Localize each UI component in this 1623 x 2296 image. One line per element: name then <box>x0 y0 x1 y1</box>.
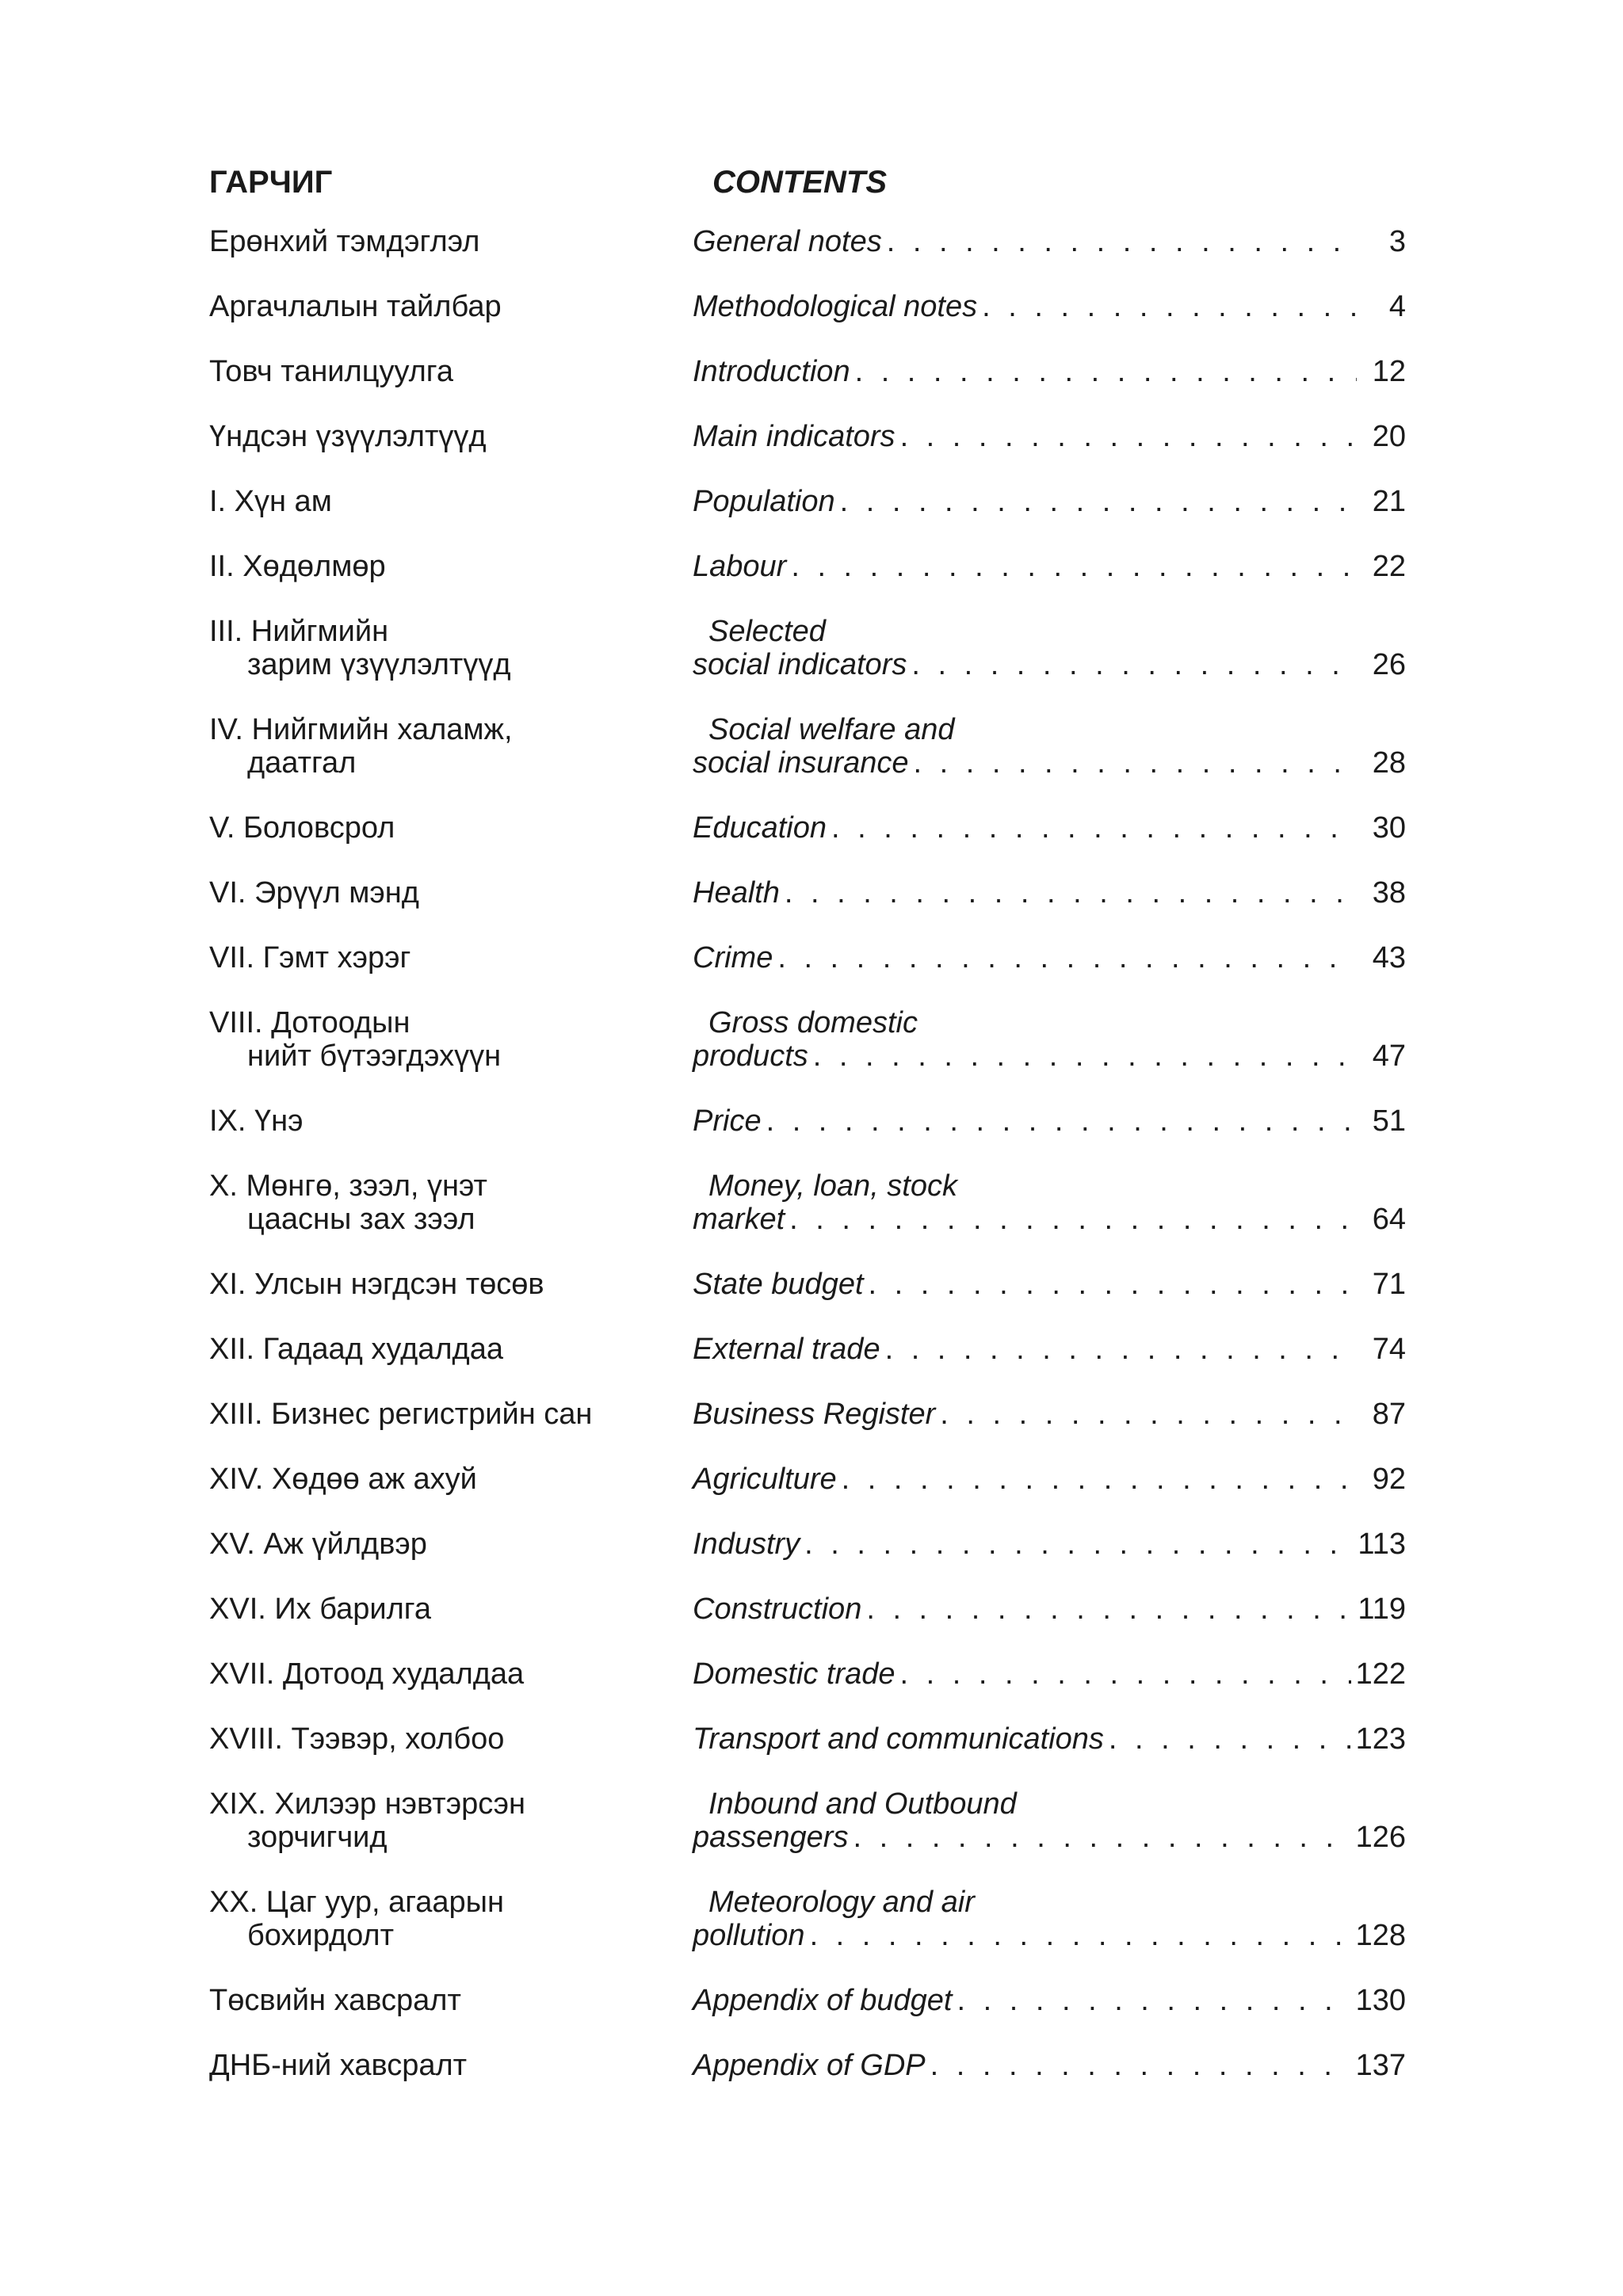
entry-title-english-line: Introduction <box>693 355 850 388</box>
dot-leader <box>982 290 1357 323</box>
entry-title-mongolian <box>209 1787 525 1854</box>
page-number: 21 <box>1372 485 1406 518</box>
entry-title-mongolian-line: XV. Аж үйлдвэр <box>209 1527 427 1561</box>
entry-title-mongolian <box>209 876 419 910</box>
heading-english: CONTENTS <box>712 165 887 200</box>
page-number: 20 <box>1372 420 1406 453</box>
entry-title-mongolian-line: ДНБ-ний хавсралт <box>209 2049 468 2082</box>
entry-title-mongolian <box>209 355 453 388</box>
entry-title-mongolian <box>209 1169 487 1236</box>
entry-title-english-line: Selected <box>708 615 826 648</box>
entry-title-english <box>693 1104 1406 1138</box>
entry-title-mongolian <box>209 1886 504 1952</box>
dot-leader <box>789 1203 1357 1236</box>
page-number: 4 <box>1388 290 1406 323</box>
entry-title-mongolian <box>209 615 511 681</box>
dot-leader <box>957 1984 1351 2017</box>
entry-title-english <box>693 1527 1406 1561</box>
entry-title-english <box>693 225 1406 258</box>
page-number: 137 <box>1355 2049 1406 2082</box>
entry-title-mongolian <box>209 1333 503 1366</box>
toc-entry[interactable] <box>0 938 1623 1003</box>
dot-leader <box>831 811 1357 845</box>
entry-title-mongolian-line: Ерөнхий тэмдэглэл <box>209 225 480 258</box>
entry-title-mongolian <box>209 1592 431 1626</box>
entry-title-english-line: products <box>693 1039 808 1073</box>
page-number: 74 <box>1372 1333 1406 1366</box>
toc-entry[interactable] <box>0 1394 1623 1459</box>
entry-title-english <box>693 290 1406 323</box>
entry-title-mongolian-line: IV. Нийгмийн халамж, <box>209 713 513 746</box>
toc-entry[interactable] <box>0 612 1623 710</box>
dot-leader <box>887 225 1357 258</box>
toc-entry[interactable] <box>0 547 1623 612</box>
entry-title-english-line: Appendix of GDP <box>693 2049 926 2082</box>
dot-leader <box>940 1398 1357 1431</box>
entry-title-english-line: Construction <box>693 1592 862 1626</box>
toc-entry[interactable] <box>0 873 1623 938</box>
entry-title-mongolian <box>209 1722 504 1756</box>
page-number: 38 <box>1372 876 1406 910</box>
toc-entry[interactable] <box>0 417 1623 482</box>
toc-entry[interactable] <box>0 352 1623 417</box>
entry-title-english-line: Appendix of budget <box>693 1984 953 2017</box>
toc-entry[interactable] <box>0 1882 1623 1981</box>
entry-title-english-line: Agriculture <box>693 1463 837 1496</box>
entry-title-mongolian <box>209 550 386 583</box>
entry-title-english <box>693 1657 1406 1691</box>
page-number: 30 <box>1372 811 1406 845</box>
dot-leader <box>855 355 1357 388</box>
entry-title-mongolian-line: XIII. Бизнес регистрийн сан <box>209 1398 593 1431</box>
dot-leader <box>804 1527 1353 1561</box>
entry-title-mongolian-line: Товч танилцуулга <box>209 355 453 388</box>
entry-title-mongolian <box>209 225 479 258</box>
entry-title-mongolian <box>209 420 487 453</box>
entry-title-english-line: Education <box>693 811 827 845</box>
page-number: 126 <box>1355 1821 1406 1854</box>
page-number: 119 <box>1358 1592 1406 1626</box>
entry-title-english-line: Crime <box>693 941 773 974</box>
entry-title-mongolian-line: бохирдолт <box>247 1919 395 1952</box>
dot-leader <box>785 876 1357 910</box>
entry-title-mongolian <box>209 1268 544 1301</box>
entry-title-english <box>693 1398 1406 1431</box>
toc-entry[interactable] <box>0 287 1623 352</box>
entry-title-english-line: Domestic trade <box>693 1657 896 1691</box>
entry-title-mongolian-line: зорчигчид <box>247 1821 388 1854</box>
entry-title-english-line: Gross domestic <box>708 1006 918 1039</box>
entry-title-mongolian-line: VII. Гэмт хэрэг <box>209 941 411 974</box>
entry-title-english-line: Industry <box>693 1527 800 1561</box>
toc-entry[interactable] <box>0 2046 1623 2111</box>
entry-title-mongolian-line: VI. Эрүүл мэнд <box>209 876 419 910</box>
entry-title-english <box>693 2049 1406 2082</box>
entry-title-english <box>693 941 1406 974</box>
entry-title-mongolian <box>209 713 513 780</box>
entry-title-english <box>693 1268 1406 1301</box>
entry-title-english <box>693 713 1406 780</box>
contents-header <box>0 163 1623 201</box>
entry-title-english <box>693 1984 1406 2017</box>
entry-title-mongolian-line: XIV. Хөдөө аж ахуй <box>209 1463 477 1496</box>
entry-title-mongolian-line: XIX. Хилээр нэвтэрсэн <box>209 1787 526 1821</box>
entry-title-english-line: Business Register <box>693 1398 936 1431</box>
dot-leader <box>766 1104 1357 1138</box>
entry-title-mongolian <box>209 485 332 518</box>
entry-title-english <box>693 1722 1406 1756</box>
entry-title-mongolian-line: зарим үзүүлэлтүүд <box>247 648 511 681</box>
entry-title-mongolian-line: даатгал <box>247 746 357 780</box>
toc-entry[interactable] <box>0 710 1623 808</box>
entry-title-mongolian-line: XI. Улсын нэгдсэн төсөв <box>209 1268 544 1301</box>
entry-title-mongolian-line: XVII. Дотоод худалдаа <box>209 1657 525 1691</box>
dot-leader <box>1109 1722 1351 1756</box>
entry-title-mongolian-line: XVIII. Тээвэр, холбоо <box>209 1722 505 1756</box>
entry-title-english <box>693 1886 1406 1952</box>
entry-title-english-line: Transport and communications <box>693 1722 1104 1756</box>
toc-list <box>0 222 1623 2111</box>
entry-title-mongolian <box>209 1657 524 1691</box>
entry-title-english-line: Inbound and Outbound <box>708 1787 1017 1821</box>
entry-title-english-line: State budget <box>693 1268 864 1301</box>
dot-leader <box>930 2049 1351 2082</box>
page-number: 28 <box>1372 746 1406 780</box>
entry-title-mongolian-line: нийт бүтээгдэхүүн <box>247 1039 502 1073</box>
dot-leader <box>777 941 1357 974</box>
entry-title-english-line: Population <box>693 485 835 518</box>
page-number: 113 <box>1358 1527 1406 1561</box>
entry-title-english-line: Price <box>693 1104 762 1138</box>
entry-title-english <box>693 355 1406 388</box>
toc-entry[interactable] <box>0 1003 1623 1101</box>
entry-title-mongolian-line: Аргачлалын тайлбар <box>209 290 502 323</box>
heading-mongolian: ГАРЧИГ <box>209 165 333 200</box>
entry-title-english-line: Labour <box>693 550 787 583</box>
entry-title-mongolian-line: XII. Гадаад худалдаа <box>209 1333 503 1366</box>
dot-leader <box>866 1592 1353 1626</box>
page-number: 64 <box>1372 1203 1406 1236</box>
page-number: 130 <box>1355 1984 1406 2017</box>
toc-entry[interactable] <box>0 1589 1623 1654</box>
dot-leader <box>869 1268 1357 1301</box>
entry-title-english-line: social insurance <box>693 746 909 780</box>
entry-title-mongolian <box>209 811 395 845</box>
entry-title-english <box>693 876 1406 910</box>
entry-title-english-line: market <box>693 1203 785 1236</box>
entry-title-mongolian-line: Үндсэн үзүүлэлтүүд <box>209 420 487 453</box>
entry-title-english-line: pollution <box>693 1919 805 1952</box>
toc-entry[interactable] <box>0 1101 1623 1166</box>
entry-title-mongolian-line: III. Нийгмийн <box>209 615 389 648</box>
toc-entry[interactable] <box>0 482 1623 547</box>
entry-title-english-line: social indicators <box>693 648 907 681</box>
entry-title-mongolian-line: VIII. Дотоодын <box>209 1006 411 1039</box>
entry-title-english-line: External trade <box>693 1333 880 1366</box>
toc-entry[interactable] <box>0 1784 1623 1882</box>
dot-leader <box>842 1463 1357 1496</box>
entry-title-mongolian <box>209 290 502 323</box>
entry-title-mongolian-line: Төсвийн хавсралт <box>209 1984 461 2017</box>
page-number: 92 <box>1372 1463 1406 1496</box>
dot-leader <box>840 485 1357 518</box>
toc-entry[interactable] <box>0 1524 1623 1589</box>
entry-title-mongolian-line: V. Боловсрол <box>209 811 395 845</box>
entry-title-english <box>693 550 1406 583</box>
entry-title-english <box>693 1169 1406 1236</box>
entry-title-english-line: Meteorology and air <box>708 1886 975 1919</box>
page-number: 128 <box>1355 1919 1406 1952</box>
entry-title-english-line: Methodological notes <box>693 290 978 323</box>
toc-entry[interactable] <box>0 222 1623 287</box>
entry-title-mongolian-line: II. Хөдөлмөр <box>209 550 386 583</box>
entry-title-english <box>693 485 1406 518</box>
dot-leader <box>911 648 1357 681</box>
toc-entry[interactable] <box>0 1264 1623 1329</box>
entry-title-mongolian-line: XX. Цаг уур, агаарын <box>209 1886 504 1919</box>
entry-title-english <box>693 1787 1406 1854</box>
page-number: 43 <box>1372 941 1406 974</box>
page-number: 12 <box>1372 355 1406 388</box>
entry-title-mongolian <box>209 1006 501 1073</box>
page-number: 3 <box>1388 225 1406 258</box>
page-number: 123 <box>1355 1722 1406 1756</box>
entry-title-english <box>693 1333 1406 1366</box>
page-number: 51 <box>1372 1104 1406 1138</box>
entry-title-mongolian <box>209 1463 477 1496</box>
entry-title-english <box>693 420 1406 453</box>
page-number: 71 <box>1372 1268 1406 1301</box>
entry-title-english <box>693 1463 1406 1496</box>
entry-title-english-line: Health <box>693 876 780 910</box>
dot-leader <box>900 1657 1351 1691</box>
entry-title-mongolian-line: I. Хүн ам <box>209 485 332 518</box>
entry-title-mongolian <box>209 2049 467 2082</box>
toc-entry[interactable] <box>0 1654 1623 1719</box>
entry-title-mongolian <box>209 1984 461 2017</box>
dot-leader <box>853 1821 1350 1854</box>
toc-entry[interactable] <box>0 1981 1623 2046</box>
entry-title-mongolian <box>209 941 411 974</box>
entry-title-english-line: Main indicators <box>693 420 896 453</box>
entry-title-mongolian <box>209 1398 592 1431</box>
entry-title-english <box>693 615 1406 681</box>
toc-entry[interactable] <box>0 808 1623 873</box>
entry-title-english-line: passengers <box>693 1821 849 1854</box>
entry-title-mongolian <box>209 1527 427 1561</box>
dot-leader <box>810 1919 1351 1952</box>
page-number: 22 <box>1372 550 1406 583</box>
page-number: 122 <box>1355 1657 1406 1691</box>
dot-leader <box>913 746 1357 780</box>
dot-leader <box>900 420 1357 453</box>
entry-title-english <box>693 1006 1406 1073</box>
toc-entry[interactable] <box>0 1719 1623 1784</box>
entry-title-english-line: General notes <box>693 225 882 258</box>
entry-title-mongolian-line: цаасны зах зээл <box>247 1203 475 1236</box>
entry-title-english <box>693 1592 1406 1626</box>
entry-title-mongolian-line: XVI. Их барилга <box>209 1592 431 1626</box>
entry-title-english-line: Money, loan, stock <box>708 1169 958 1203</box>
dot-leader <box>885 1333 1357 1366</box>
entry-title-english <box>693 811 1406 845</box>
page-number: 87 <box>1372 1398 1406 1431</box>
page-number: 47 <box>1372 1039 1406 1073</box>
toc-entry[interactable] <box>0 1459 1623 1524</box>
dot-leader <box>791 550 1357 583</box>
entry-title-mongolian <box>209 1104 304 1138</box>
toc-entry[interactable] <box>0 1329 1623 1394</box>
entry-title-mongolian-line: X. Мөнгө, зээл, үнэт <box>209 1169 487 1203</box>
entry-title-english-line: Social welfare and <box>708 713 955 746</box>
dot-leader <box>813 1039 1357 1073</box>
entry-title-mongolian-line: IX. Үнэ <box>209 1104 304 1138</box>
toc-entry[interactable] <box>0 1166 1623 1264</box>
page-number: 26 <box>1372 648 1406 681</box>
